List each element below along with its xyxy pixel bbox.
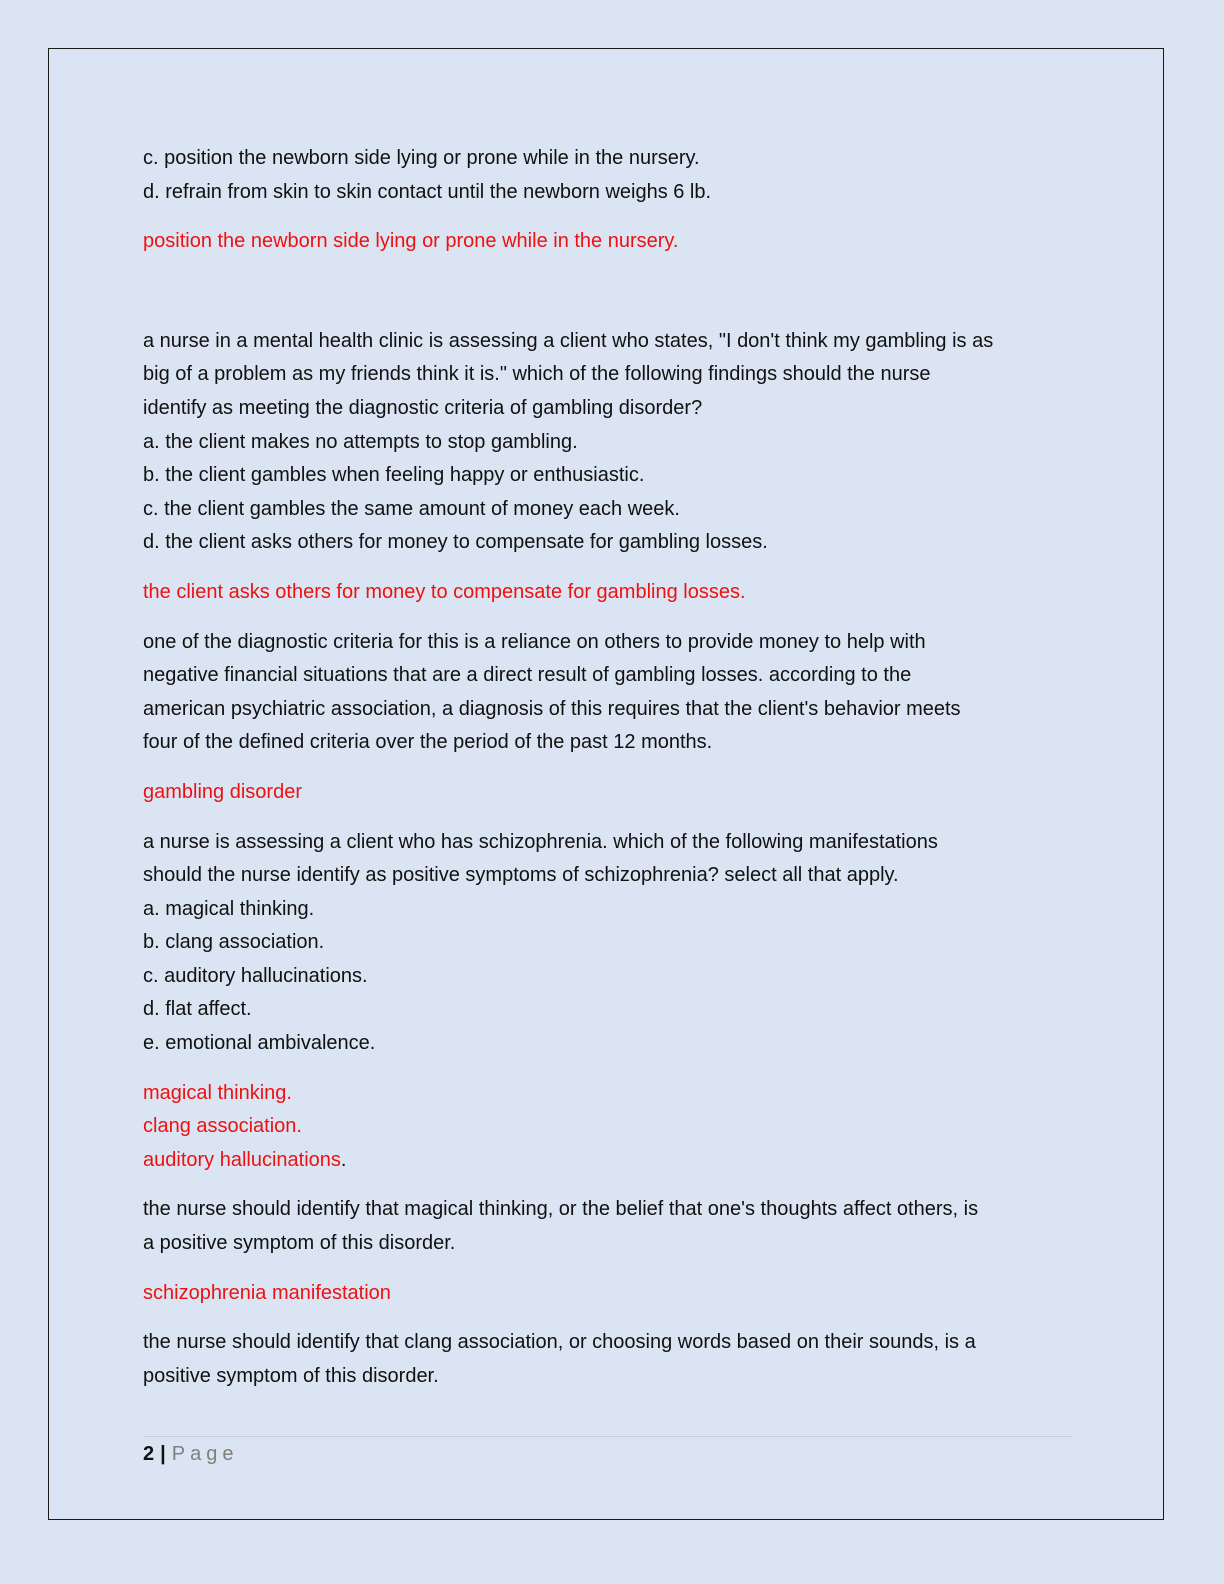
option-d: d. the client asks others for money to compensate for gambling losses. <box>143 531 768 554</box>
option-a: a. magical thinking. <box>143 897 315 920</box>
topic-label: gambling disorder <box>143 780 302 803</box>
rationale-line: one of the diagnostic criteria for this is a reliance on others to provide money to help with <box>143 630 926 653</box>
topic-label: schizophrenia manifestation <box>143 1281 391 1304</box>
answer-text: auditory hallucinations <box>143 1148 341 1171</box>
option-d: d. refrain from skin to skin contact until the newborn weighs 6 lb. <box>143 180 712 203</box>
q2-topic <box>143 776 1083 810</box>
option-c: c. position the newborn side lying or prone while in the nursery. <box>143 147 700 169</box>
rationale-line: the nurse should identify that magical thinking, or the belief that one's thoughts affect others, is <box>143 1198 979 1221</box>
page-footer <box>143 1440 238 1468</box>
answer-text: magical thinking. <box>143 1081 292 1104</box>
q3-question <box>143 826 1083 1061</box>
q2-question <box>143 325 1083 560</box>
rationale-line: american psychiatric association, a diagnosis of this requires that the client's behavior meets <box>143 697 961 720</box>
answer-text: position the newborn side lying or prone while in the nursery. <box>143 230 679 253</box>
rationale-line: the nurse should identify that clang association, or choosing words based on their sounds, is a <box>143 1331 976 1354</box>
rationale-line: a positive symptom of this disorder. <box>143 1232 456 1255</box>
trailing-period: . <box>340 1148 347 1171</box>
answer-text: clang association. <box>143 1115 302 1138</box>
document-body <box>143 142 1083 1409</box>
option-b: b. clang association. <box>143 931 325 954</box>
footer-divider <box>143 1436 1073 1437</box>
q3-topic <box>143 1277 1083 1311</box>
q2-answer <box>143 576 1083 610</box>
option-d: d. flat affect. <box>143 998 252 1021</box>
spacer <box>143 275 1083 325</box>
question-line: a nurse is assessing a client who has schizophrenia. which of the following manifestations <box>143 830 938 853</box>
page-number: 2 <box>143 1443 155 1465</box>
q2-rationale <box>143 626 1083 760</box>
q3-rationale-1 <box>143 1193 1083 1260</box>
option-b: b. the client gambles when feeling happy or enthusiastic. <box>143 464 645 487</box>
question-line: a nurse in a mental health clinic is assessing a client who states, "I don't think my gambling is as <box>143 329 994 352</box>
footer-separator: | <box>160 1443 166 1465</box>
q1-answer <box>143 225 1083 259</box>
question-line: identify as meeting the diagnostic criteria of gambling disorder? <box>143 396 703 419</box>
question-line: should the nurse identify as positive symptoms of schizophrenia? select all that apply. <box>143 864 899 887</box>
answer-line <box>143 1144 1083 1178</box>
option-c: c. auditory hallucinations. <box>143 964 368 987</box>
rationale-line: negative financial situations that are a direct result of gambling losses. according to the <box>143 664 912 687</box>
q3-answers <box>143 1077 1083 1178</box>
answer-text: the client asks others for money to compensate for gambling losses. <box>143 580 746 603</box>
option-c: c. the client gambles the same amount of money each week. <box>143 497 680 520</box>
option-a: a. the client makes no attempts to stop gambling. <box>143 430 578 453</box>
q1-options-tail <box>143 142 1083 209</box>
q3-rationale-2 <box>143 1326 1083 1393</box>
page-label: Page <box>171 1443 239 1465</box>
question-line: big of a problem as my friends think it is." which of the following findings should the nurse <box>143 363 931 386</box>
rationale-line: four of the defined criteria over the period of the past 12 months. <box>143 731 713 754</box>
rationale-line: positive symptom of this disorder. <box>143 1364 439 1387</box>
option-e: e. emotional ambivalence. <box>143 1032 376 1055</box>
